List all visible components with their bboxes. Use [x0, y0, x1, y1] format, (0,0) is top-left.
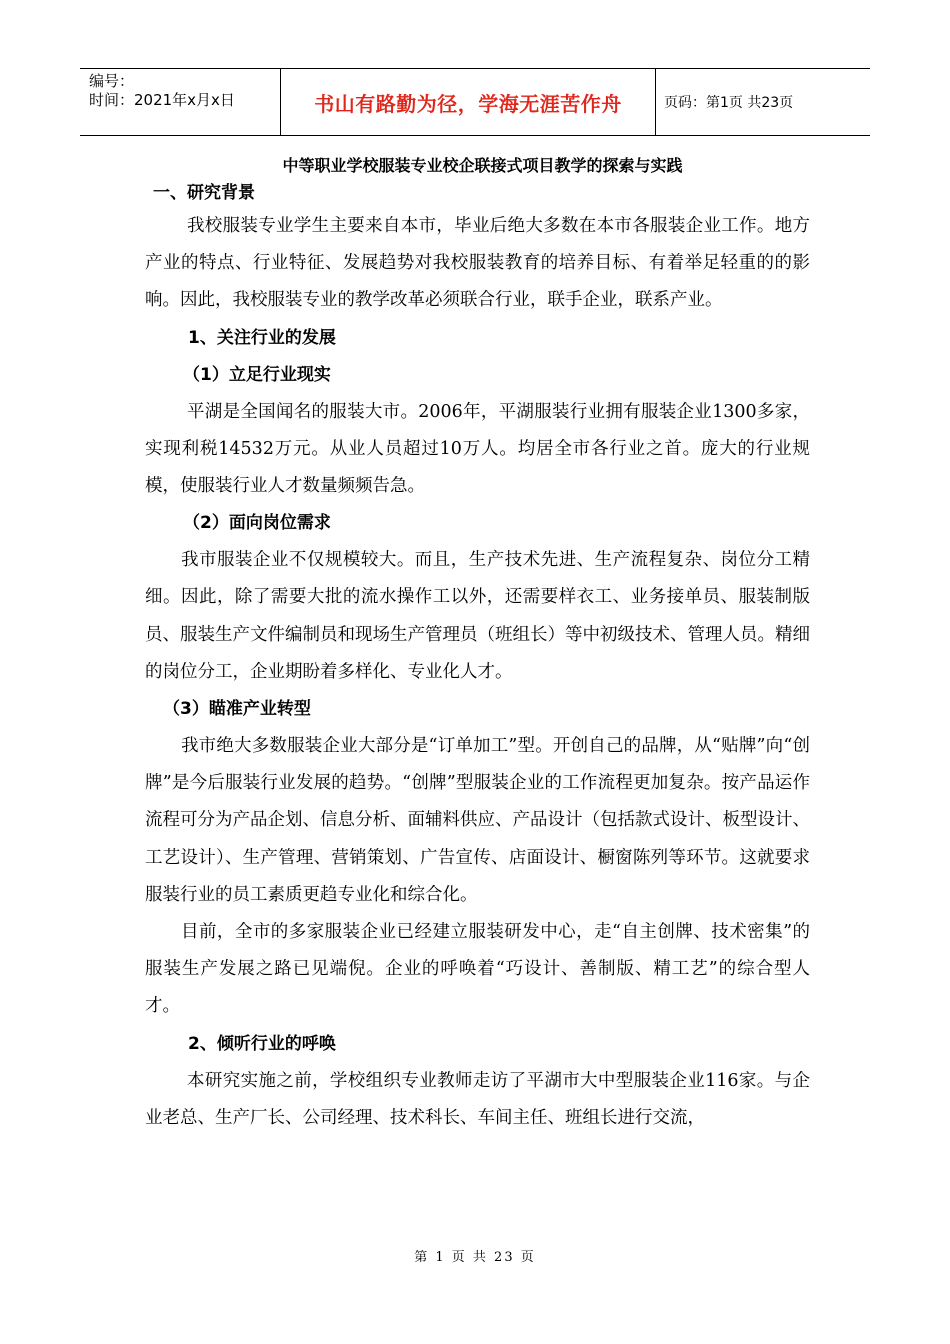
document-body — [145, 154, 810, 1137]
header-meta-cell — [80, 69, 281, 135]
paragraph-industry-reality: 平湖是全国闻名的服装大市。2006年，平湖服装行业拥有服装企业1300多家，实现利税14532万元。从业人员超过10万人。均居全市各行业之首。庞大的行业规模，使服装行业人才数量频频告急。 — [145, 401, 810, 497]
header-motto-cell — [281, 69, 656, 135]
document-number-label: 编号： — [89, 72, 135, 90]
subheading-industry-development: 1、关注行业的发展 — [188, 327, 336, 348]
subheading-industry-call: 2、倾听行业的呼唤 — [188, 1033, 336, 1054]
subheading-industry-reality: （1）立足行业现实 — [183, 364, 331, 385]
document-title: 中等职业学校服装专业校企联接式项目教学的探索与实践 — [282, 156, 683, 175]
header-page-cell — [656, 69, 870, 135]
section-heading-research-background: 一、研究背景 — [153, 183, 255, 203]
paragraph-industry-call: 本研究实施之前，学校组织专业教师走访了平湖市大中型服装企业116家。与企业老总、生产厂长、公司经理、技术科长、车间主任、班组长进行交流， — [145, 1070, 810, 1128]
header-motto: 书山有路勤为径，学海无涯苦作舟 — [314, 91, 622, 116]
subheading-job-demand: （2）面向岗位需求 — [183, 513, 331, 534]
header-page-info: 页码：第1页 共23页 — [664, 95, 794, 111]
page-footer: 第 1 页 共 23 页 — [414, 1250, 536, 1265]
paragraph-rd-centers: 目前，全市的多家服装企业已经建立服装研发中心，走“自主创牌、技术密集”的服装生产发展之路已见端倪。企业的呼唤着“巧设计、善制版、精工艺”的综合型人才。 — [145, 922, 810, 1017]
paragraph-job-demand: 我市服装企业不仅规模较大。而且，生产技术先进、生产流程复杂、岗位分工精细。因此，除了需要大批的流水操作工以外，还需要样衣工、业务接单员、服装制版员、服装生产文件编制员和现场生产管理员（班组长）等中初级技术、管理人员。精细的岗位分工，企业期盼着多样化、专业化人才。 — [145, 550, 810, 682]
paragraph-background: 我校服装专业学生主要来自本市，毕业后绝大多数在本市各服装企业工作。地方产业的特点、行业特征、发展趋势对我校服装教育的培养目标、有着举足轻重的的影响。因此，我校服装专业的教学改革必须联合行业，联手企业，联系产业。 — [145, 216, 810, 311]
page-header — [80, 68, 870, 136]
subheading-industry-transformation: （3）瞄准产业转型 — [163, 699, 311, 720]
paragraph-industry-transformation: 我市绝大多数服装企业大部分是“订单加工”型。开创自己的品牌，从“贴牌”向“创牌”是今后服装行业发展的趋势。“创牌”型服装企业的工作流程更加复杂。按产品运作流程可分为产品企划、信息分析、面辅料供应、产品设计（包括款式设计、板型设计、工艺设计）、生产管理、营销策划、广告宣传、店面设计、橱窗陈列等环节。这就要求服装行业的员工素质更趋专业化和综合化。 — [145, 736, 810, 905]
document-time-label: 时间：2021年x月x日 — [89, 91, 235, 109]
